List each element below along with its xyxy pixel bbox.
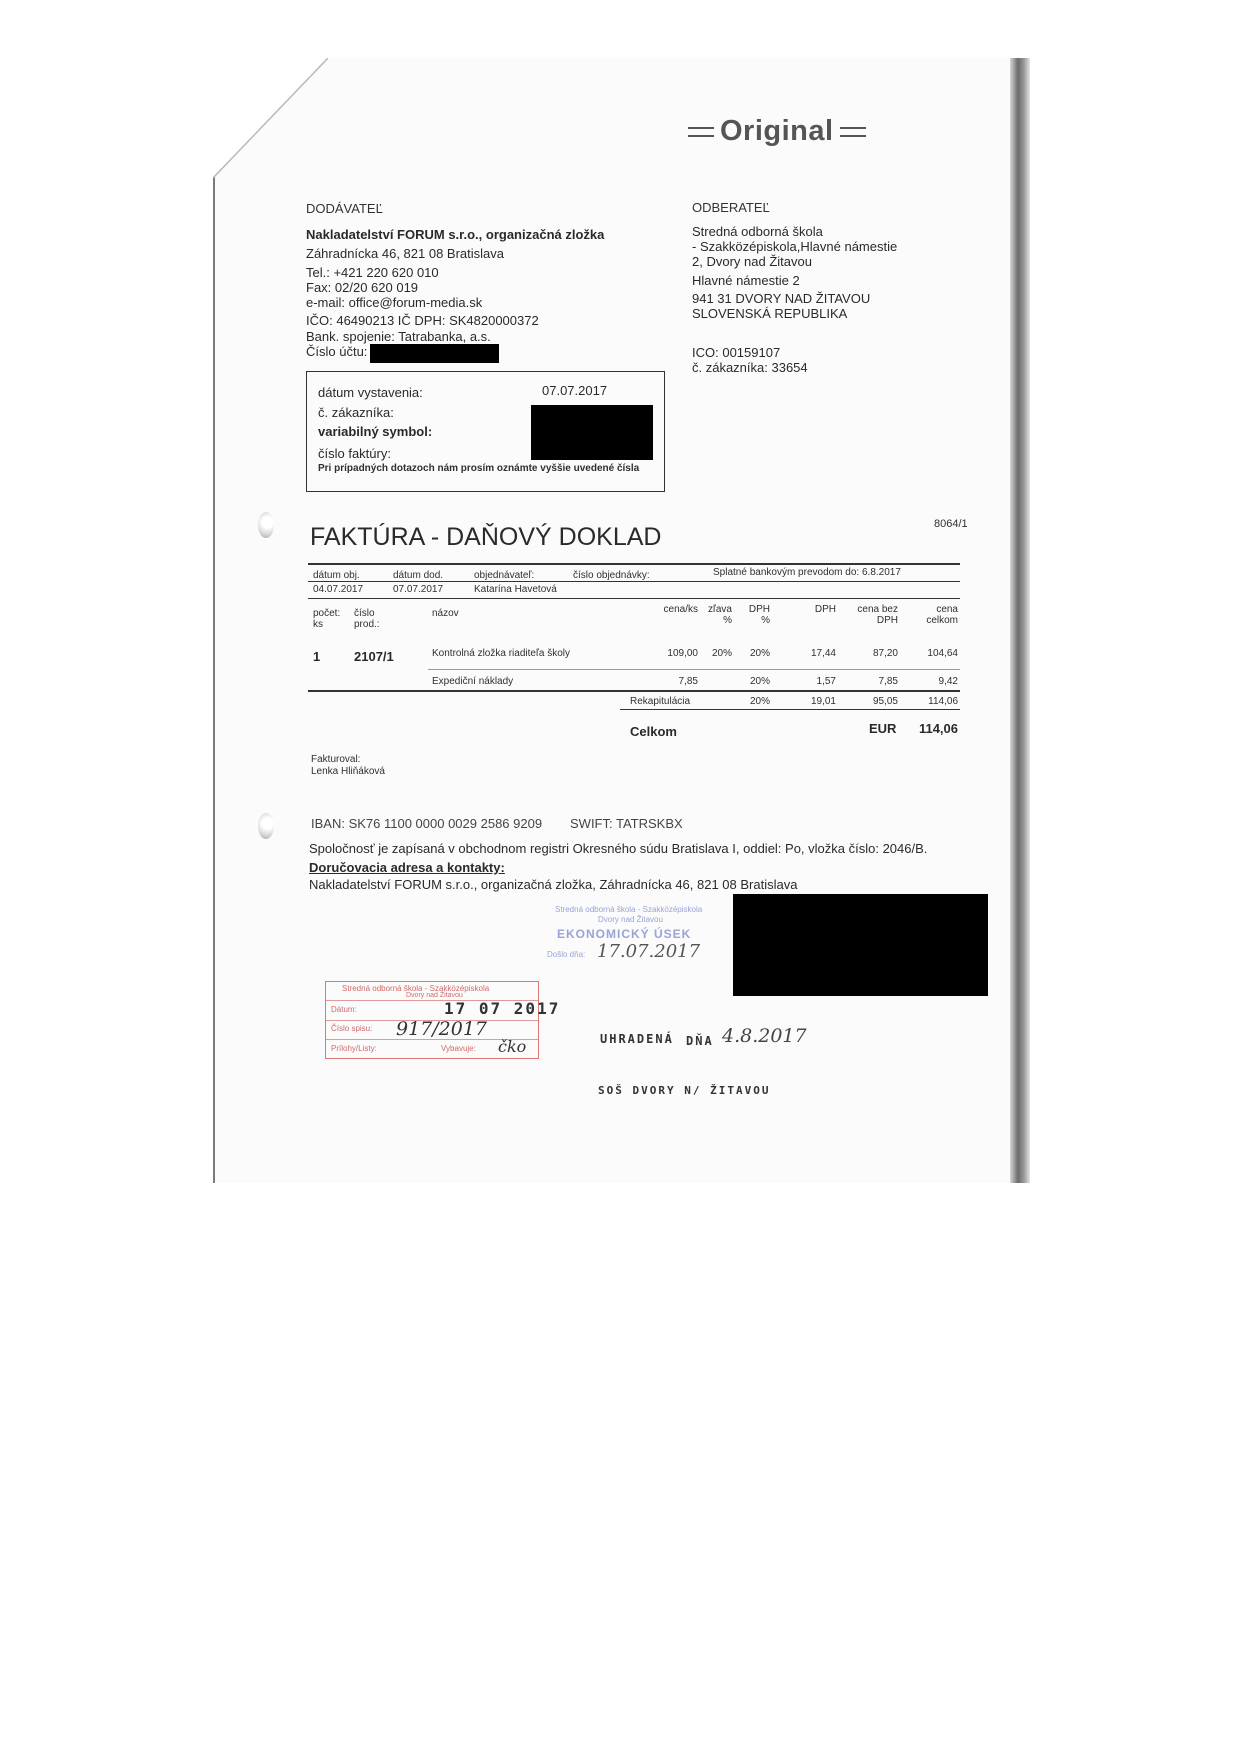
reg-attachments-label: Prílohy/Listy: xyxy=(331,1044,377,1053)
summary-label: Rekapitulácia xyxy=(630,696,691,707)
variable-symbol-label: variabilný symbol: xyxy=(318,424,433,439)
school-short-stamp: SOŠ DVORY N/ ŽITAVOU xyxy=(598,1084,771,1097)
col-header-product-no: číslo prod.: xyxy=(354,608,380,630)
customer-line: Stredná odborná škola xyxy=(692,224,823,239)
row-vat: 1,57 xyxy=(816,676,836,687)
row-net: 87,20 xyxy=(872,648,898,659)
row-unit-price: 109,00 xyxy=(667,648,698,659)
redacted-signature-area xyxy=(733,894,988,996)
row-name: Kontrolná zložka riaditeľa školy xyxy=(432,648,570,659)
supplier-account-label: Číslo účtu: xyxy=(306,344,368,359)
issue-date-label: dátum vystavenia: xyxy=(318,385,423,400)
row-vat-rate: 20% xyxy=(749,648,770,659)
customer-line: SLOVENSKÁ REPUBLIKA xyxy=(692,306,848,321)
order-number-label: číslo objednávky: xyxy=(573,570,650,581)
row-vat-rate: 20% xyxy=(749,676,770,687)
col-header-net: cena bez DPH xyxy=(857,604,898,626)
row-unit-price: 7,85 xyxy=(678,676,698,687)
divider xyxy=(308,563,960,565)
grand-total-currency: EUR xyxy=(869,721,897,736)
swift: SWIFT: TATRSKBX xyxy=(570,816,683,831)
registry-stamp xyxy=(325,981,561,1059)
row-net: 7,85 xyxy=(878,676,898,687)
reg-number-label: Číslo spisu: xyxy=(331,1024,373,1033)
reg-date: 17 07 2017 xyxy=(444,999,561,1018)
row-vat: 17,44 xyxy=(810,648,836,659)
orderer-label: objednávateľ: xyxy=(474,570,535,581)
reg-handled-label: Vybavuje: xyxy=(441,1044,476,1053)
col-header-vat-rate: DPH % xyxy=(748,604,770,626)
col-header-qty: počet: ks xyxy=(313,608,341,630)
iban: IBAN: SK76 1100 0000 0029 2586 9209 xyxy=(311,816,543,831)
customer-line: Hlavné námestie 2 xyxy=(692,273,800,288)
stamp-received-date: 17.07.2017 xyxy=(597,941,701,962)
stamp-school: Stredná odborná škola - Szakközépiskola xyxy=(555,905,703,914)
divider xyxy=(620,709,960,710)
page-edge-shadow xyxy=(1010,58,1030,1183)
supplier-tel: Tel.: +421 220 620 010 xyxy=(306,265,439,280)
original-mark: Original xyxy=(682,115,872,148)
reg-handled: čko xyxy=(498,1037,527,1056)
divider xyxy=(308,690,960,692)
divider xyxy=(428,669,960,670)
stamp-received-label: Došlo dňa: xyxy=(547,950,586,959)
stamp-town: Dvory nad Žitavou xyxy=(598,915,663,924)
orderer-name: Katarína Havetová xyxy=(474,584,557,595)
invoice-reference: 8064/1 xyxy=(934,518,968,530)
row-name: Expediční náklady xyxy=(432,676,514,687)
summary-vat-rate: 20% xyxy=(749,696,770,707)
delivery-date-label: dátum dod. xyxy=(393,570,444,581)
summary-vat: 19,01 xyxy=(810,696,836,707)
invoice-number-label: číslo faktúry: xyxy=(318,446,391,461)
customer-ico: ICO: 00159107 xyxy=(692,345,781,360)
supplier-bank: Bank. spojenie: Tatrabanka, a.s. xyxy=(306,329,491,344)
paid-label: UHRADENÁ xyxy=(600,1032,674,1046)
customer-line: 2, Dvory nad Žitavou xyxy=(692,254,812,269)
folded-corner xyxy=(213,58,328,178)
grand-total-amount: 114,06 xyxy=(918,721,958,736)
supplier-fax: Fax: 02/20 620 019 xyxy=(306,280,419,295)
delivery-heading: Doručovacia adresa a kontakty: xyxy=(309,860,505,875)
delivery-date: 07.07.2017 xyxy=(393,584,444,595)
paid-date: 4.8.2017 xyxy=(722,1025,807,1047)
order-date-label: dátum obj. xyxy=(313,570,360,581)
stamp-department: EKONOMICKÝ ÚSEK xyxy=(557,927,692,941)
supplier-address: Záhradnícka 46, 821 08 Bratislava xyxy=(306,246,505,261)
invoiced-by-label: Fakturoval: xyxy=(311,754,361,765)
supplier-heading: DODÁVATEĽ xyxy=(306,201,383,216)
supplier-ids: IČO: 46490213 IČ DPH: SK4820000372 xyxy=(306,313,539,328)
redacted-account-number xyxy=(370,344,499,363)
punch-hole xyxy=(258,512,274,538)
divider xyxy=(308,598,960,599)
col-header-total: cena celkom xyxy=(926,604,958,626)
issue-date: 07.07.2017 xyxy=(542,383,608,398)
reg-date-label: Dátum: xyxy=(331,1005,357,1014)
customer-number: č. zákazníka: 33654 xyxy=(692,360,808,375)
customer-number-label: č. zákazníka: xyxy=(318,405,394,420)
row-total: 9,42 xyxy=(938,676,958,687)
payment-note: Splatné bankovým prevodom do: 6.8.2017 xyxy=(713,567,901,578)
delivery-address: Nakladatelství FORUM s.r.o., organizačná zložka, Záhradnícka 46, 821 08 Bratislava xyxy=(309,877,798,892)
supplier-name: Nakladatelství FORUM s.r.o., organizačná zložka xyxy=(306,227,605,242)
summary-net: 95,05 xyxy=(872,696,898,707)
customer-line: 941 31 DVORY NAD ŽITAVOU xyxy=(692,291,871,306)
supplier-email: e-mail: office@forum-media.sk xyxy=(306,295,483,310)
col-header-unit-price: cena/ks xyxy=(663,604,698,615)
row-total: 104,64 xyxy=(927,648,958,659)
customer-line: - Szakközépiskola,Hlavné námestie xyxy=(692,239,898,254)
grand-total-label: Celkom xyxy=(630,724,677,739)
customer-heading: ODBERATEĽ xyxy=(692,200,770,215)
reg-stamp-town: Dvory nad Žitavou xyxy=(406,992,463,999)
summary-total: 114,06 xyxy=(928,696,958,707)
row-product-no: 2107/1 xyxy=(354,649,394,664)
divider xyxy=(308,581,960,582)
invoice-title: FAKTÚRA - DAŇOVÝ DOKLAD xyxy=(310,523,662,551)
row-qty: 1 xyxy=(313,649,321,664)
col-header-vat: DPH xyxy=(814,604,836,615)
order-date: 04.07.2017 xyxy=(313,584,364,595)
punch-hole xyxy=(258,813,274,839)
reg-number: 917/2017 xyxy=(396,1018,488,1040)
infobox-note: Pri prípadných dotazoch nám prosím oznámte vyššie uvedené čísla xyxy=(318,463,640,474)
row-discount: 20% xyxy=(711,648,732,659)
registry-note: Spoločnosť je zapísaná v obchodnom registri Okresného súdu Bratislava I, oddiel: Po, vložka číslo: 2046/B. xyxy=(309,841,928,856)
reg-stamp-title: Stredná odborná škola - Szakközépiskola xyxy=(342,984,490,993)
received-stamp xyxy=(545,903,725,973)
paid-day-label: DŇA xyxy=(686,1034,714,1048)
col-header-discount: zľava % xyxy=(707,604,732,626)
redacted-invoice-numbers xyxy=(531,405,653,460)
invoiced-by-name: Lenka Hliňáková xyxy=(311,766,385,777)
col-header-name: názov xyxy=(432,608,459,619)
